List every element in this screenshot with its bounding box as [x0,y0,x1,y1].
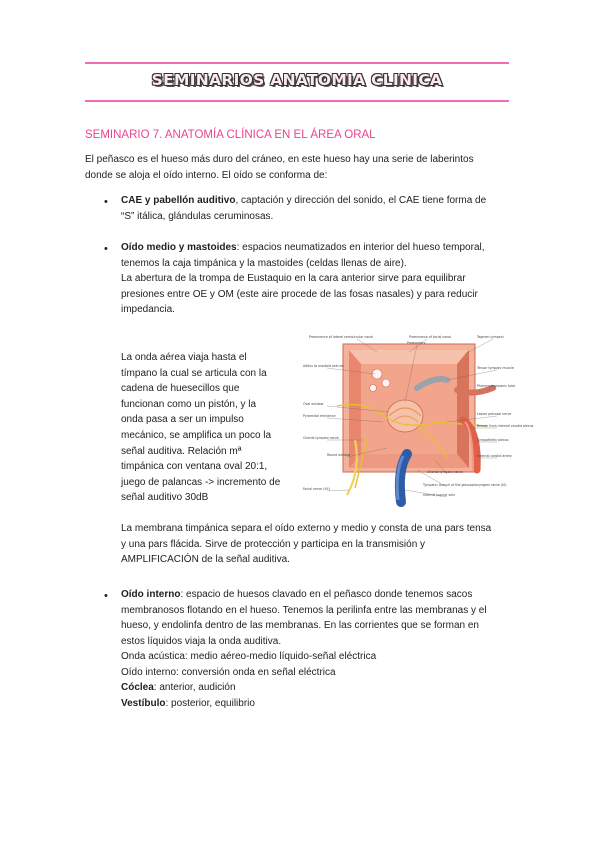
list-item-text: , captación y dirección del sonido, el CAE tiene forma de [235,195,487,206]
figure-label: Pharyngotympanic tube [477,384,516,388]
term-cochlea: Cóclea [121,682,154,693]
list-item-line [121,193,513,209]
list-item-line: presiones entre OE y OM (este aire procede de las fosas nasales) y para reducir [121,288,478,300]
wave-line: cadena de huesecillos que [121,383,240,395]
list-item-line: Onda acústica: medio aéreo-medio líquido-señal eléctrica [121,651,377,662]
figure-label: Internal jugular vein [423,493,456,497]
bullet-dot: • [104,590,108,602]
list-item-line: impedancia. [121,304,175,315]
list-item-cae [121,193,513,224]
wave-line: funcionan como un pistón, y la [121,398,257,410]
figure-label: Sympathetic plexus [477,438,509,442]
term-middle-ear: Oído medio y mastoides [121,242,237,253]
section-title: SEMINARIO 7. ANATOMÍA CLÍNICA EN EL ÁREA ORAL [85,129,376,141]
list-item-text: : posterior, equilibrio [165,697,255,709]
list-item-text: : espacio de huesos clavado en el peñasco donde tenemos sacos [180,589,473,600]
page-title: SEMINARIOS ANATOMIA CLINICA [151,71,443,89]
figure-label: Aditus to mastoid antrum [303,364,344,368]
figure-label: Pyramidal eminence [303,414,336,418]
figure-label: Facial nerve (VII) [303,487,330,491]
membrane-line: y una pars flácida. Sirve de protección y participa en la transmisión y [121,538,426,550]
wave-line: juego de palancas -> incremento de [121,476,281,488]
list-item-line: membranosos flotando en el hueso. Tenemos la perilinfa entre las membranas y el [121,604,487,616]
middle-ear-anatomy-illustration [297,330,534,505]
intro-line: El peñasco es el hueso más duro del cráneo, en este hueso hay una serie de laberintos [85,154,474,165]
list-item-line [121,696,513,712]
figure-label: Round window [327,453,351,457]
list-item-inner-ear [121,587,513,711]
list-item-text: : espacios neumatizados en interior del hueso temporal, [236,242,485,253]
figure-label: Promontory [407,341,426,345]
list-item-text: : anterior, audición [153,682,236,693]
intro-line: donde se aloja el oído interno. El oído se conforma de: [85,169,328,181]
list-item-line: Oído interno: conversión onda en señal eléctrica [121,666,336,678]
list-item-line: hueso, y endolinfa dentro de las membranas. En las corrientes que se forman en [121,620,479,631]
figure-label: Oval window [303,402,324,406]
figure-label: Tympanic branch of the glossopharyngeal nerve (IX) [423,483,507,487]
bullet-dot: • [104,243,108,255]
header-top-rule [85,62,509,64]
list-item-line: estos líquidos viaja la onda auditiva. [121,635,282,647]
membrane-line: AMPLIFICACIÓN de la señal auditiva. [121,554,290,565]
wave-line: mecánico, se amplifica un poco la [121,429,272,441]
list-item-line: La abertura de la trompa de Eustaquio en la cara anterior sirve para equilibrar [121,273,466,284]
intro-paragraph [85,152,513,183]
list-item-line [121,587,513,603]
wave-line: La onda aérea viaja hasta el [121,352,247,363]
wave-line: tímpano la cual se articula con la [121,367,267,379]
membrane-paragraph [121,521,513,568]
list-item-line [121,240,513,256]
list-item-line: “S” itálica, glándulas ceruminosas. [121,210,274,222]
wave-line: onda pasa a ser un impulso [121,414,244,426]
figure-label: Prominence of facial canal [409,335,451,339]
figure-label: Branch from internal carotid plexus [477,424,534,428]
header-bottom-rule [85,100,509,102]
bullet-dot: • [104,196,108,208]
term-vestibule: Vestíbulo [121,697,166,709]
list-item-line: tenemos la caja timpánica y la mastoides (celdas llenas de aire). [121,257,407,269]
term-inner-ear: Oído interno [121,589,181,600]
term-cae: CAE y pabellón auditivo [121,195,236,206]
wave-paragraph [121,350,291,506]
wave-line: señal auditiva. Relación mª [121,445,242,457]
wave-line: señal auditivo 30dB [121,492,209,504]
membrane-line: La membrana timpánica separa el oído externo y medio y consta de una pars tensa [121,523,492,534]
list-item-line [121,680,513,696]
figure-label: Tegmen tympani [477,335,504,339]
list-item-middle-ear [121,240,513,318]
wave-line: timpánica con ventana oval 20:1, [121,461,268,473]
figure-label: Chorda tympani nerve [303,436,339,440]
figure-label: Prominence of lateral semicircular canal [309,335,374,339]
figure-label: Tensor tympani muscle [477,366,514,370]
figure-label: Lesser petrosal nerve [477,412,512,416]
figure-label: Chorda tympani nerve [427,470,463,474]
figure-label: Internal carotid artery [477,454,513,458]
